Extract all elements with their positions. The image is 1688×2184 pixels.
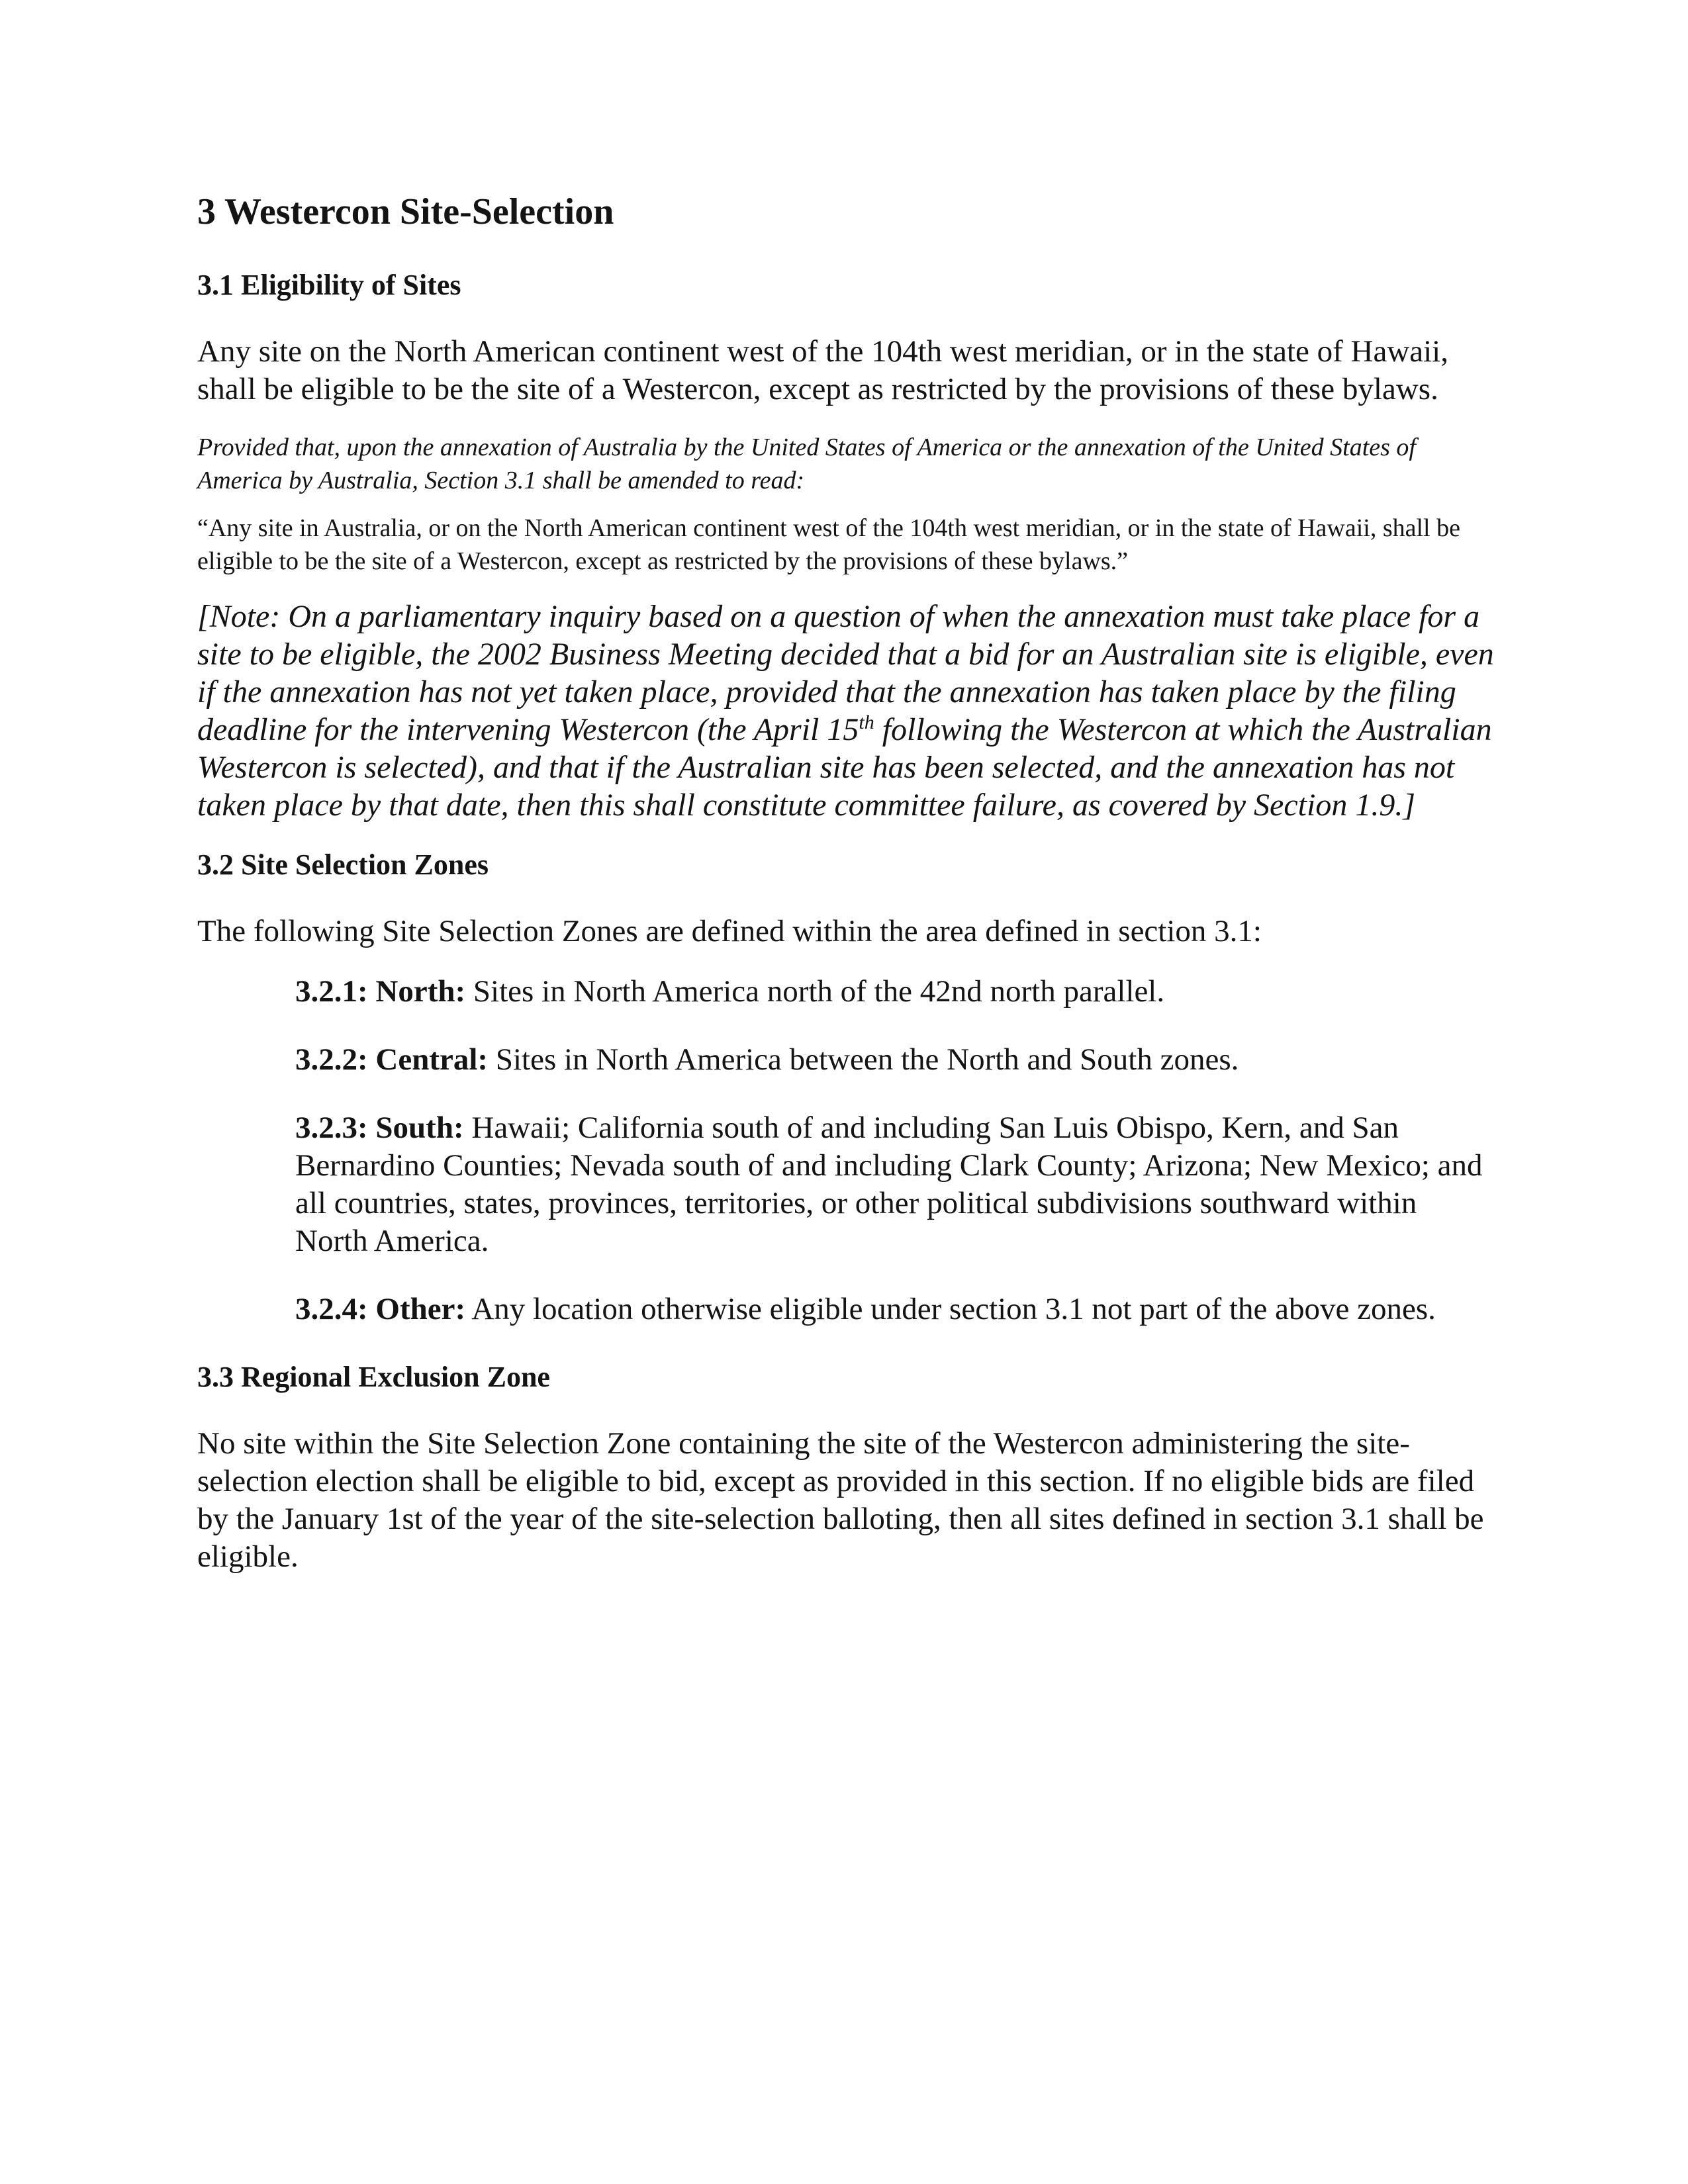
paragraph-3-3: No site within the Site Selection Zone containing the site of the Westercon administering the site-selection election shall be eligible to bid, except as provided in this section. If no eligible bids are filed by the January 1st of the year of the site-selection balloting, then all sites defined in section 3.1 shall be eligible.: [197, 1426, 1484, 1574]
heading-3-3: 3.3 Regional Exclusion Zone: [197, 1361, 550, 1393]
heading-3-1: 3.1 Eligibility of Sites: [197, 269, 461, 301]
note-text-part2: following the Westercon at which the Australian Westercon is selected), and that if the Australian site has been selected, and the annexation has not taken place by that date, then this shall constitute committee failure, as covered by Section 1.9.]: [197, 712, 1492, 823]
zone-text: Sites in North America north of the 42nd north parallel.: [465, 974, 1165, 1009]
heading-3-2: 3.2 Site Selection Zones: [197, 848, 489, 881]
document-page: [197, 189, 1495, 1598]
zone-item-south: [295, 1109, 1495, 1260]
note-text-part1: [Note: On a parliamentary inquiry based on a question of when the annexation must take place for a site to be eligible, the 2002 Business Meeting decided that a bid for an Australian site is eligible, even if the annexation has not yet taken place, provided that the annexation has taken place by the filing deadline for the intervening Westercon (the April 15: [197, 599, 1494, 747]
section-title: 3 Westercon Site-Selection: [197, 191, 614, 232]
zone-item-north: [295, 973, 1495, 1011]
zone-label: 3.2.4: Other:: [295, 1292, 466, 1326]
zone-text: Sites in North America between the North and South zones.: [488, 1042, 1239, 1077]
zone-item-other: [295, 1291, 1495, 1328]
paragraph-3-1: Any site on the North American continent west of the 104th west meridian, or in the state of Hawaii, shall be eligible to be the site of a Westercon, except as restricted by the provisions of these bylaws.: [197, 334, 1448, 406]
zone-item-central: [295, 1041, 1495, 1079]
zone-label: 3.2.1: North:: [295, 974, 466, 1009]
zone-label: 3.2.2: Central:: [295, 1042, 489, 1077]
amendment-intro: Provided that, upon the annexation of Australia by the United States of America or the annexation of the United States of America by Australia, Section 3.1 shall be amended to read:: [197, 433, 1416, 494]
zone-text: Hawaii; California south of and including San Luis Obispo, Kern, and San Bernardino Counties; Nevada south of and including Clark County; Arizona; New Mexico; and all countries, states, provinces, territories, or other political subdivisions southward within North America.: [295, 1111, 1483, 1258]
zone-text: Any location otherwise eligible under section 3.1 not part of the above zones.: [465, 1292, 1436, 1326]
note-superscript: th: [859, 711, 874, 733]
amendment-text: “Any site in Australia, or on the North American continent west of the 104th west meridian, or in the state of Hawaii, shall be eligible to be the site of a Westercon, except as restricted by the provisions of these bylaws.”: [197, 514, 1460, 575]
zone-label: 3.2.3: South:: [295, 1111, 464, 1145]
paragraph-3-2-intro: The following Site Selection Zones are defined within the area defined in section 3.1:: [197, 914, 1262, 948]
parliamentary-note: [197, 598, 1495, 824]
